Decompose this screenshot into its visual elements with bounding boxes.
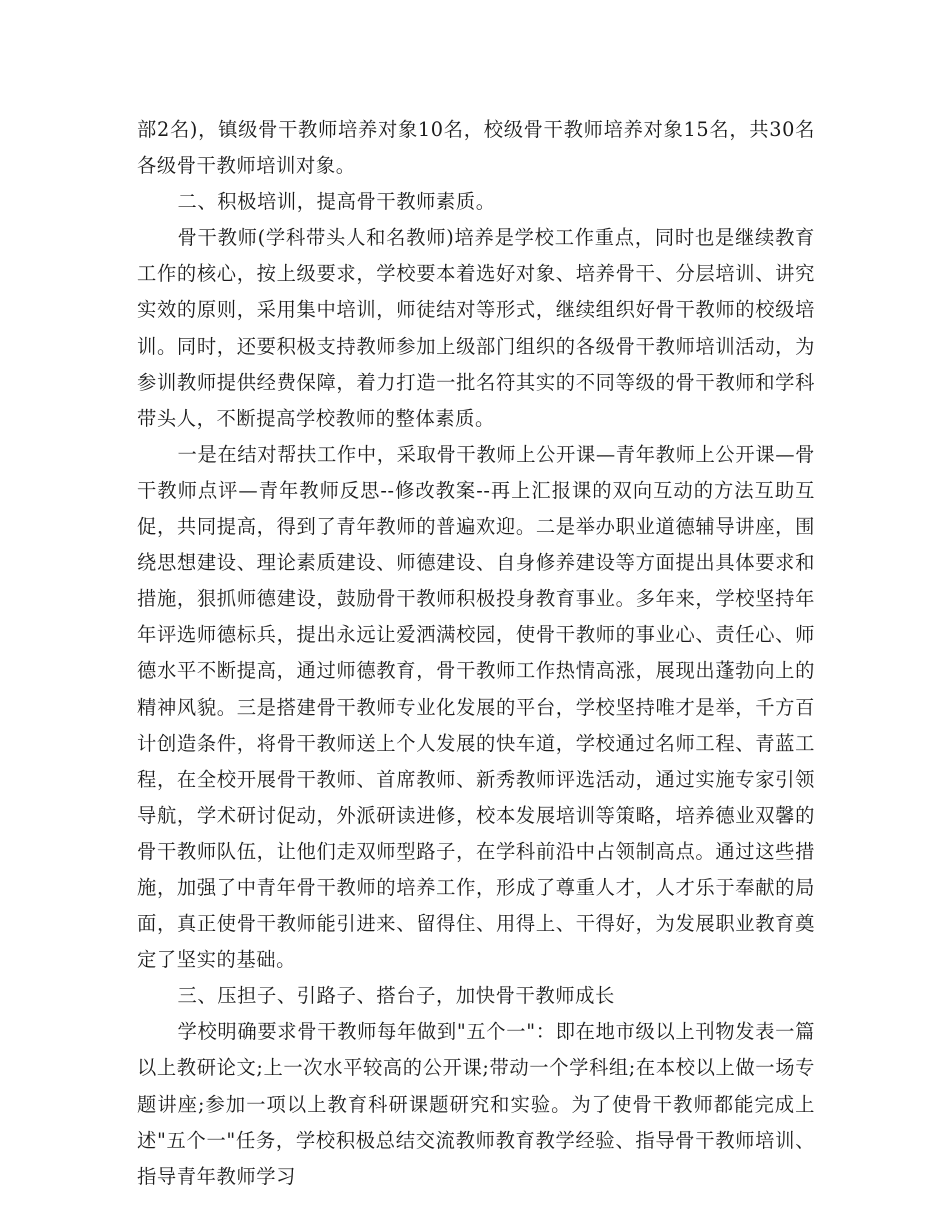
section-heading-2: 二、积极培训，提高骨干教师素质。 <box>177 190 496 214</box>
paragraph-measures: 一是在结对帮扶工作中，采取骨干教师上公开课—青年教师上公开课—骨干教师点评—青年教师反思--修改教案--再上汇报课的双向互动的方法互助互促，共同提高，得到了青年教师的普遍欢迎。二是举办职业道德辅导讲座，围绕思想建设、理论素质建设、师德建设、自身修养建设等方面提出具体要求和措施，狠抓师德建设，鼓励骨干教师积极投身教育事业。多年来，学校坚持年年评选师德标兵，提出永远让爱洒满校园，使骨干教师的事业心、责任心、师德水平不断提高，通过师德教育，骨干教师工作热情高涨，展现出蓬勃向上的精神风貌。三是搭建骨干教师专业化发展的平台，学校坚持唯才是举，千方百计创造条件，将骨干教师送上个人发展的快车道，学校通过名师工程、青蓝工程，在全校开展骨干教师、首席教师、新秀教师评选活动，通过实施专家引领导航，学术研讨促动，外派研读进修，校本发展培训等策略，培养德业双馨的骨干教师队伍，让他们走双师型路子，在学科前沿中占领制高点。通过这些措施，加强了中青年骨干教师的培养工作，形成了尊重人才，人才乐于奉献的局面，真正使骨干教师能引进来、留得住、用得上、干得好，为发展职业教育奠定了坚实的基础。 <box>137 442 815 972</box>
paragraph-continuation: 部2名)，镇级骨干教师培养对象10名，校级骨干教师培养对象15名，共30名各级骨干教师培训对象。 <box>137 118 815 178</box>
section-heading-3: 三、压担子、引路子、搭台子，加快骨干教师成长 <box>177 984 615 1008</box>
document-page <box>137 112 815 1195</box>
paragraph-five-ones: 学校明确要求骨干教师每年做到"五个一"：即在地市级以上刊物发表一篇以上教研论文;上一次水平较高的公开课;带动一个学科组;在本校以上做一场专题讲座;参加一项以上教育科研课题研究和实验。为了使骨干教师都能完成上述"五个一"任务，学校积极总结交流教师教育教学经验、指导骨干教师培训、指导青年教师学习 <box>137 1020 815 1188</box>
paragraph-backbone-training: 骨干教师(学科带头人和名教师)培养是学校工作重点，同时也是继续教育工作的核心，按上级要求，学校要本着选好对象、培养骨干、分层培训、讲究实效的原则，采用集中培训，师徒结对等形式，继续组织好骨干教师的校级培训。同时，还要积极支持教师参加上级部门组织的各级骨干教师培训活动，为参训教师提供经费保障，着力打造一批名符其实的不同等级的骨干教师和学科带头人，不断提高学校教师的整体素质。 <box>137 226 815 430</box>
